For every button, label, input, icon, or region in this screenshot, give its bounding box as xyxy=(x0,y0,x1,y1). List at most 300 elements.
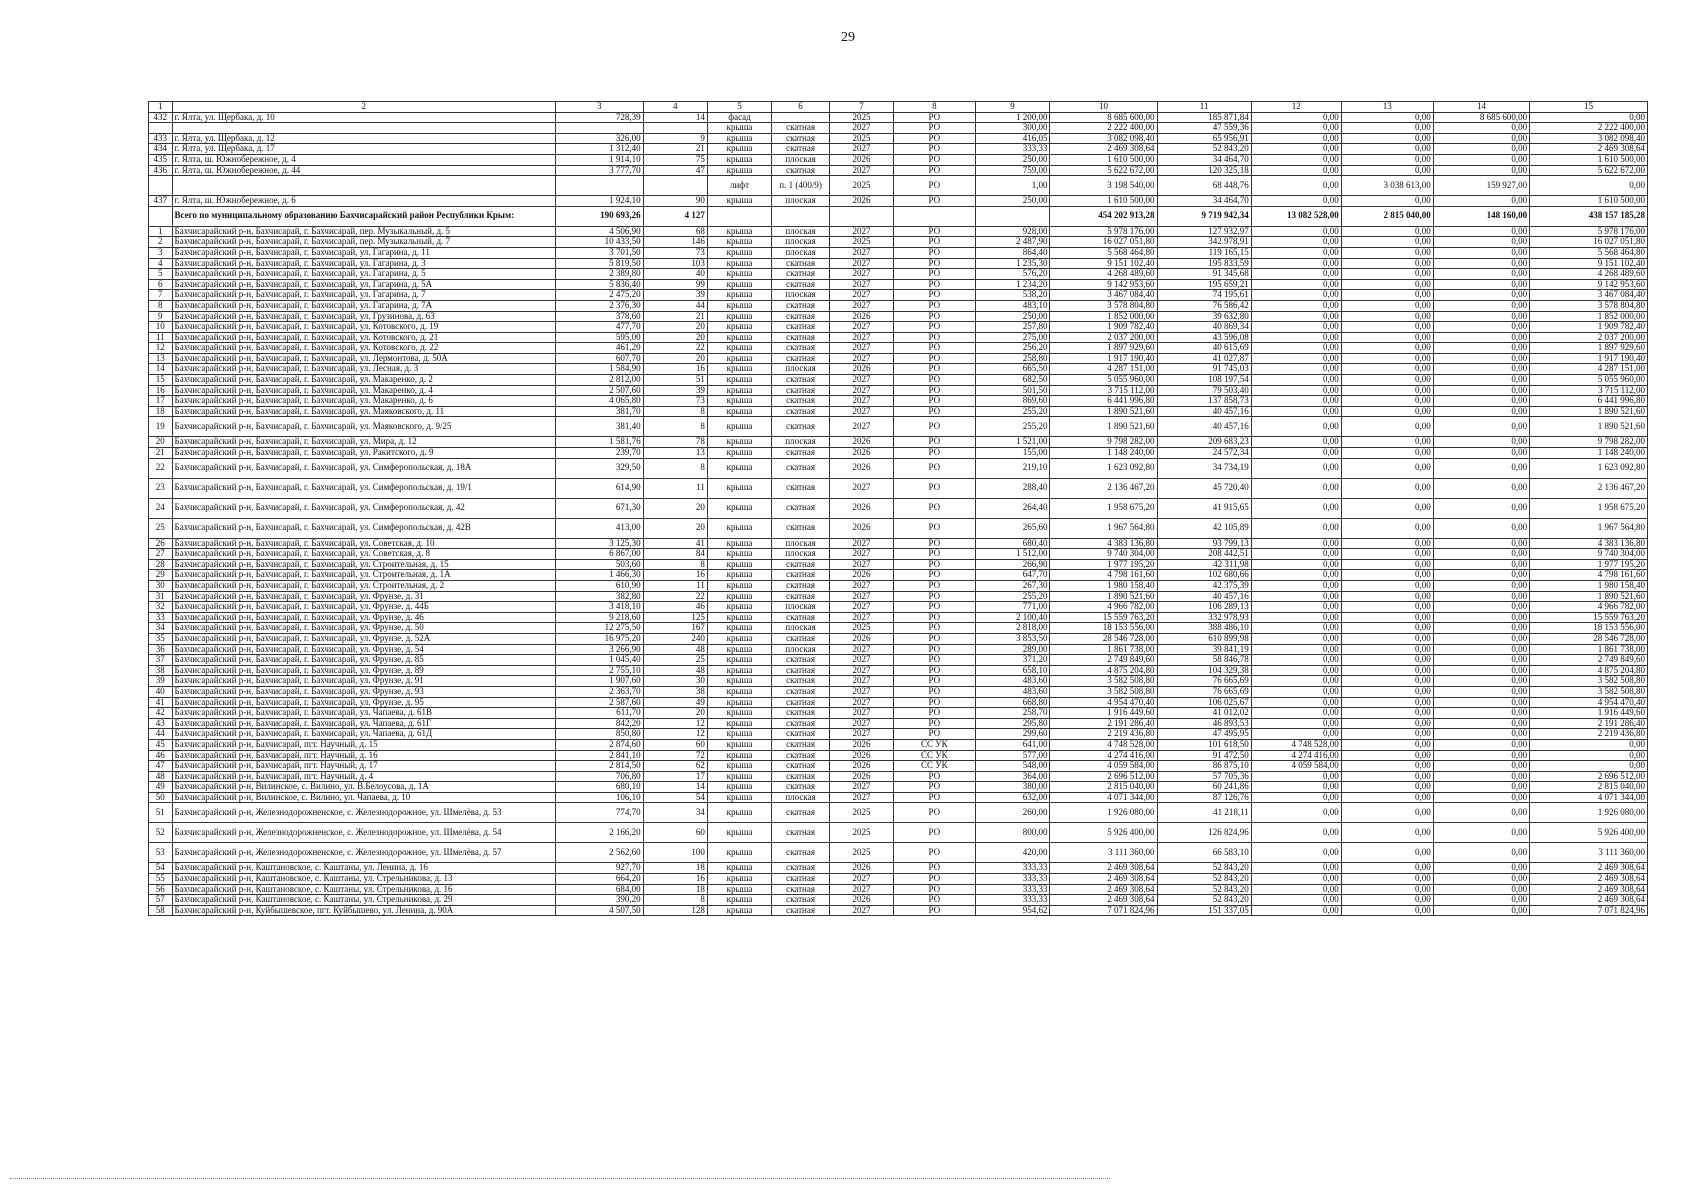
table-cell: 190 693,26 xyxy=(555,206,643,226)
table-cell: 5 622 672,00 xyxy=(1050,165,1157,176)
table-cell: 185 871,84 xyxy=(1157,112,1251,123)
table-cell: 548,00 xyxy=(975,761,1050,772)
table-cell: 1 623 092,80 xyxy=(1530,458,1648,478)
table-cell: Бахчисарайский р-н, Бахчисарай, пгт. Научный, д. 16 xyxy=(172,750,555,761)
table-row xyxy=(149,895,1648,906)
table-cell: 0,00 xyxy=(1433,226,1529,237)
table-cell: 378,60 xyxy=(555,311,643,322)
table-cell: 1 861 738,00 xyxy=(1050,644,1157,655)
table-cell: 73 xyxy=(643,396,707,407)
table-cell: крыша xyxy=(707,343,771,354)
table-cell: 503,60 xyxy=(555,559,643,570)
table-cell: 76 586,42 xyxy=(1157,300,1251,311)
table-cell: скатная xyxy=(772,458,830,478)
table-row xyxy=(149,269,1648,280)
table-row xyxy=(149,782,1648,793)
table-cell: 2027 xyxy=(829,559,893,570)
table-cell: 595,00 xyxy=(555,332,643,343)
table-cell: 8 xyxy=(643,406,707,417)
table-cell: 195 833,59 xyxy=(1157,258,1251,269)
table-cell: 43 xyxy=(149,718,173,729)
table-cell: скатная xyxy=(772,570,830,581)
table-cell: скатная xyxy=(772,518,830,538)
table-row xyxy=(149,448,1648,459)
table-cell: 2 xyxy=(149,237,173,248)
table-cell: 91 472,50 xyxy=(1157,750,1251,761)
table-cell: 771,00 xyxy=(975,602,1050,613)
table-cell: 3 038 613,00 xyxy=(1341,176,1433,196)
table-cell: скатная xyxy=(772,803,830,823)
table-cell: 2 469 308,64 xyxy=(1050,874,1157,885)
table-cell: 1 914,10 xyxy=(555,154,643,165)
table-cell: 31 xyxy=(149,591,173,602)
table-cell: 326,00 xyxy=(555,133,643,144)
table-cell: 4 954 470,40 xyxy=(1530,697,1648,708)
table-cell: 289,00 xyxy=(975,644,1050,655)
table-cell: скатная xyxy=(772,385,830,396)
table-cell: Бахчисарайский р-н, Бахчисарай, г. Бахчисарай, ул. Строительная, д. 2 xyxy=(172,581,555,592)
table-cell: скатная xyxy=(772,144,830,155)
table-cell: 2025 xyxy=(829,133,893,144)
table-cell: 19 xyxy=(149,417,173,437)
table-row xyxy=(149,549,1648,560)
table-cell: крыша xyxy=(707,863,771,874)
table-cell: 0,00 xyxy=(1530,176,1648,196)
table-cell: 0,00 xyxy=(1341,782,1433,793)
table-cell: 0,00 xyxy=(1251,874,1341,885)
table-cell xyxy=(149,123,173,134)
table-cell: 665,50 xyxy=(975,364,1050,375)
table-cell: 1 890 521,60 xyxy=(1050,417,1157,437)
table-cell: 35 xyxy=(149,633,173,644)
table-cell: 329,50 xyxy=(555,458,643,478)
table-cell: 381,70 xyxy=(555,406,643,417)
table-cell: 39 xyxy=(643,290,707,301)
table-cell: 13 xyxy=(1341,102,1433,113)
table-cell: РО xyxy=(894,905,975,916)
table-cell: скатная xyxy=(772,782,830,793)
table-cell: 2026 xyxy=(829,570,893,581)
table-cell: 0,00 xyxy=(1433,750,1529,761)
table-cell: 14 xyxy=(149,364,173,375)
table-cell: Бахчисарайский р-н, Куйбышевское, пгт. Куйбышево, ул. Ленина, д. 90А xyxy=(172,905,555,916)
table-cell: Бахчисарайский р-н, Бахчисарай, г. Бахчисарай, ул. Симферопольская, д. 19/1 xyxy=(172,478,555,498)
table-cell: 0,00 xyxy=(1433,237,1529,248)
table-cell: крыша xyxy=(707,322,771,333)
table-cell: 0,00 xyxy=(1251,623,1341,634)
table-cell: 4 966 782,00 xyxy=(1530,602,1648,613)
table-cell: Бахчисарайский р-н, Бахчисарай, г. Бахчисарай, ул. Котовского, д. 22 xyxy=(172,343,555,354)
table-cell: 416,05 xyxy=(975,133,1050,144)
table-row xyxy=(149,602,1648,613)
table-cell: скатная xyxy=(772,612,830,623)
table-cell: 0,00 xyxy=(1433,332,1529,343)
table-cell: плоская xyxy=(772,549,830,560)
table-cell: Бахчисарайский р-н, Бахчисарай, г. Бахчисарай, ул. Маяковского, д. 11 xyxy=(172,406,555,417)
table-cell: 2 219 436,80 xyxy=(1050,729,1157,740)
table-row xyxy=(149,655,1648,666)
table-cell: крыша xyxy=(707,458,771,478)
table-cell: крыша xyxy=(707,133,771,144)
table-cell: 501,50 xyxy=(975,385,1050,396)
table-cell: 2026 xyxy=(829,437,893,448)
table-cell: 1 623 092,80 xyxy=(1050,458,1157,478)
table-cell: 2027 xyxy=(829,290,893,301)
table-cell: 928,00 xyxy=(975,226,1050,237)
table-row xyxy=(149,518,1648,538)
table-cell: Бахчисарайский р-н, Бахчисарай, г. Бахчисарай, ул. Гагарина, д. 3 xyxy=(172,258,555,269)
table-cell: 14 xyxy=(643,112,707,123)
table-row xyxy=(149,823,1648,843)
table-cell: 3 853,50 xyxy=(975,633,1050,644)
table-cell: 3 111 360,00 xyxy=(1530,843,1648,863)
table-cell: РО xyxy=(894,570,975,581)
table-cell: 2026 xyxy=(829,771,893,782)
table-cell: крыша xyxy=(707,729,771,740)
table-cell: 1 852 000,00 xyxy=(1530,311,1648,322)
table-cell: 0,00 xyxy=(1341,448,1433,459)
table-cell: Бахчисарайский р-н, Бахчисарай, г. Бахчисарай, ул. Макаренко, д. 6 xyxy=(172,396,555,407)
table-cell: 0,00 xyxy=(1251,123,1341,134)
table-cell: 0,00 xyxy=(1433,803,1529,823)
table-cell: крыша xyxy=(707,602,771,613)
table-cell: 3 266,90 xyxy=(555,644,643,655)
table-cell: скатная xyxy=(772,729,830,740)
table-cell: крыша xyxy=(707,559,771,570)
table-cell: 12 xyxy=(1251,102,1341,113)
table-cell: 2027 xyxy=(829,396,893,407)
table-cell: 1 890 521,60 xyxy=(1530,406,1648,417)
table-row xyxy=(149,633,1648,644)
table-cell: 0,00 xyxy=(1433,843,1529,863)
table-cell: 333,33 xyxy=(975,144,1050,155)
table-cell: 2 191 286,40 xyxy=(1530,718,1648,729)
table-cell: 0,00 xyxy=(1251,884,1341,895)
table-cell: РО xyxy=(894,311,975,322)
table-cell: 57 705,36 xyxy=(1157,771,1251,782)
table-cell: РО xyxy=(894,602,975,613)
table-cell: 390,20 xyxy=(555,895,643,906)
table-cell: 0,00 xyxy=(1341,602,1433,613)
table-cell: крыша xyxy=(707,843,771,863)
table-cell: 2027 xyxy=(829,165,893,176)
table-cell: 0,00 xyxy=(1433,311,1529,322)
table-cell: 1 967 564,80 xyxy=(1530,518,1648,538)
table-cell: Бахчисарайский р-н, Вилинское, с. Вилино, ул. В.Белоусова, д. 1А xyxy=(172,782,555,793)
table-cell: 1 917 190,40 xyxy=(1530,353,1648,364)
table-cell: 0,00 xyxy=(1341,322,1433,333)
table-cell: 4 748 528,00 xyxy=(1251,739,1341,750)
table-cell: скатная xyxy=(772,771,830,782)
table-cell: РО xyxy=(894,322,975,333)
table-row xyxy=(149,478,1648,498)
table-cell: 2027 xyxy=(829,612,893,623)
table-cell: 2027 xyxy=(829,269,893,280)
table-cell: 34 464,70 xyxy=(1157,154,1251,165)
table-cell: 0,00 xyxy=(1433,364,1529,375)
table-cell: 2 222 400,00 xyxy=(1050,123,1157,134)
table-row xyxy=(149,612,1648,623)
table-cell: 0,00 xyxy=(1341,718,1433,729)
table-cell: 20 xyxy=(643,518,707,538)
table-cell: 3 xyxy=(149,247,173,258)
table-cell: скатная xyxy=(772,448,830,459)
table-cell: 0,00 xyxy=(1530,761,1648,772)
table-cell: РО xyxy=(894,406,975,417)
table-cell: 0,00 xyxy=(1341,396,1433,407)
table-cell: 0,00 xyxy=(1341,311,1433,322)
table-cell: 0,00 xyxy=(1433,396,1529,407)
table-cell: 3 715 112,00 xyxy=(1050,385,1157,396)
table-cell: 34 xyxy=(643,803,707,823)
table-cell: 40 xyxy=(149,686,173,697)
table-cell: 255,20 xyxy=(975,591,1050,602)
table-row xyxy=(149,196,1648,207)
table-cell: 155,00 xyxy=(975,448,1050,459)
table-cell: 8 xyxy=(643,458,707,478)
table-cell: 3 578 804,80 xyxy=(1530,300,1648,311)
table-cell: 0,00 xyxy=(1341,697,1433,708)
table-row xyxy=(149,771,1648,782)
table-cell: РО xyxy=(894,247,975,258)
table-cell: 9 142 953,60 xyxy=(1050,279,1157,290)
table-cell: скатная xyxy=(772,311,830,322)
table-cell: 8 xyxy=(149,300,173,311)
table-cell: 1 466,30 xyxy=(555,570,643,581)
table-cell: 10 xyxy=(149,322,173,333)
table-cell: РО xyxy=(894,332,975,343)
table-row xyxy=(149,396,1648,407)
table-cell: скатная xyxy=(772,884,830,895)
capital-repair-table xyxy=(148,101,1648,916)
table-cell: 209 683,23 xyxy=(1157,437,1251,448)
table-cell: крыша xyxy=(707,686,771,697)
table-cell: 4 274 416,00 xyxy=(1050,750,1157,761)
table-cell: 275,00 xyxy=(975,332,1050,343)
table-cell: 2027 xyxy=(829,406,893,417)
table-cell: 0,00 xyxy=(1251,343,1341,354)
table-cell: 3 125,30 xyxy=(555,538,643,549)
table-cell: 267,30 xyxy=(975,581,1050,592)
table-cell: скатная xyxy=(772,300,830,311)
table-row xyxy=(149,417,1648,437)
table-cell: скатная xyxy=(772,874,830,885)
table-cell: скатная xyxy=(772,655,830,666)
table-row xyxy=(149,708,1648,719)
table-cell: 842,20 xyxy=(555,718,643,729)
table-cell: 3 582 508,80 xyxy=(1050,686,1157,697)
table-cell: 265,60 xyxy=(975,518,1050,538)
table-cell: скатная xyxy=(772,258,830,269)
table-cell: 40 457,16 xyxy=(1157,406,1251,417)
table-cell: 0,00 xyxy=(1251,612,1341,623)
table-cell: 46 xyxy=(149,750,173,761)
table-cell: 2027 xyxy=(829,144,893,155)
table-cell: 86 875,10 xyxy=(1157,761,1251,772)
table-cell: Бахчисарайский р-н, Бахчисарай, г. Бахчисарай, ул. Чапаева, д. 61В xyxy=(172,708,555,719)
table-cell: СС УК xyxy=(894,761,975,772)
table-cell: 255,20 xyxy=(975,406,1050,417)
table-cell: крыша xyxy=(707,385,771,396)
table-cell: 21 xyxy=(643,311,707,322)
table-cell: 1 890 521,60 xyxy=(1050,591,1157,602)
table-cell: 3 467 084,40 xyxy=(1530,290,1648,301)
table-cell: 4 274 416,00 xyxy=(1251,750,1341,761)
table-cell: 102 680,66 xyxy=(1157,570,1251,581)
table-cell: 15 xyxy=(1530,102,1648,113)
table-cell: 0,00 xyxy=(1341,863,1433,874)
table-cell: 42 xyxy=(149,708,173,719)
table-cell: крыша xyxy=(707,581,771,592)
table-cell xyxy=(149,176,173,196)
table-cell: РО xyxy=(894,843,975,863)
table-cell: 0,00 xyxy=(1433,874,1529,885)
table-cell: 34 464,70 xyxy=(1157,196,1251,207)
table-cell: 0,00 xyxy=(1251,458,1341,478)
table-cell: 2 841,10 xyxy=(555,750,643,761)
table-cell: 2 874,60 xyxy=(555,739,643,750)
table-cell: 388 486,10 xyxy=(1157,623,1251,634)
table-cell: 148 160,00 xyxy=(1433,206,1529,226)
table-cell: 2027 xyxy=(829,874,893,885)
table-cell: 436 xyxy=(149,165,173,176)
table-cell: 0,00 xyxy=(1433,196,1529,207)
table-cell: 44 xyxy=(643,300,707,311)
table-cell: 258,70 xyxy=(975,708,1050,719)
table-cell: 6 441 996,80 xyxy=(1050,396,1157,407)
table-cell: 32 xyxy=(149,602,173,613)
table-cell: 0,00 xyxy=(1251,417,1341,437)
table-cell: Бахчисарайский р-н, Бахчисарай, г. Бахчисарай, пер. Музыкальный, д. 7 xyxy=(172,237,555,248)
table-cell: 1 917 190,40 xyxy=(1050,353,1157,364)
table-cell: 3 418,10 xyxy=(555,602,643,613)
table-cell: скатная xyxy=(772,343,830,354)
table-cell: 255,20 xyxy=(975,417,1050,437)
table-cell: РО xyxy=(894,792,975,803)
table-cell: 0,00 xyxy=(1251,823,1341,843)
table-cell: Бахчисарайский р-н, Бахчисарай, г. Бахчисарай, ул. Гагарина, д. 7А xyxy=(172,300,555,311)
table-cell: 0,00 xyxy=(1433,165,1529,176)
table-cell: 9 798 282,00 xyxy=(1530,437,1648,448)
table-cell: 1 977 195,20 xyxy=(1530,559,1648,570)
table-cell: скатная xyxy=(772,165,830,176)
table-cell: РО xyxy=(894,112,975,123)
table-cell: 51 xyxy=(643,375,707,386)
table-cell: 1 924,10 xyxy=(555,196,643,207)
table-cell: Бахчисарайский р-н, Бахчисарай, г. Бахчисарай, ул. Советская, д. 8 xyxy=(172,549,555,560)
table-cell: 20 xyxy=(643,322,707,333)
table-row xyxy=(149,874,1648,885)
table-cell: 0,00 xyxy=(1433,247,1529,258)
table-cell: крыша xyxy=(707,417,771,437)
table-cell: крыша xyxy=(707,750,771,761)
table-cell: 256,20 xyxy=(975,343,1050,354)
table-cell: 0,00 xyxy=(1251,602,1341,613)
table-cell: 4 966 782,00 xyxy=(1050,602,1157,613)
table-cell: 0,00 xyxy=(1341,591,1433,602)
table-cell: 2 xyxy=(172,102,555,113)
table-cell: 58 846,78 xyxy=(1157,655,1251,666)
table-row xyxy=(149,905,1648,916)
table-cell: 76 665,69 xyxy=(1157,686,1251,697)
table-cell: 461,20 xyxy=(555,343,643,354)
table-row xyxy=(149,332,1648,343)
table-cell: скатная xyxy=(772,396,830,407)
table-row xyxy=(149,676,1648,687)
table-cell: 9 xyxy=(975,102,1050,113)
table-cell: Бахчисарайский р-н, Бахчисарай, г. Бахчисарай, ул. Чапаева, д. 61Г xyxy=(172,718,555,729)
table-cell: 483,10 xyxy=(975,300,1050,311)
table-cell: РО xyxy=(894,226,975,237)
table-cell: крыша xyxy=(707,332,771,343)
table-cell: РО xyxy=(894,581,975,592)
table-cell: 16 027 051,80 xyxy=(1050,237,1157,248)
table-cell: 11 xyxy=(1157,102,1251,113)
table-cell: 48 xyxy=(643,665,707,676)
table-cell xyxy=(643,123,707,134)
table-cell: 0,00 xyxy=(1251,895,1341,906)
table-cell: 342 978,91 xyxy=(1157,237,1251,248)
table-cell: 3 582 508,80 xyxy=(1530,676,1648,687)
table-cell: 40 457,16 xyxy=(1157,591,1251,602)
table-cell: 0,00 xyxy=(1433,782,1529,793)
table-cell: 2027 xyxy=(829,375,893,386)
table-cell: 371,20 xyxy=(975,655,1050,666)
table-cell: РО xyxy=(894,498,975,518)
table-cell: 9 142 953,60 xyxy=(1530,279,1648,290)
table-cell: крыша xyxy=(707,761,771,772)
table-cell: Бахчисарайский р-н, Бахчисарай, г. Бахчисарай, ул. Фрунзе, д. 46 xyxy=(172,612,555,623)
table-cell: 239,70 xyxy=(555,448,643,459)
table-cell: крыша xyxy=(707,884,771,895)
table-cell: 11 xyxy=(149,332,173,343)
table-cell: 0,00 xyxy=(1341,676,1433,687)
table-cell: РО xyxy=(894,144,975,155)
table-cell: 2 812,00 xyxy=(555,375,643,386)
table-cell: 0,00 xyxy=(1341,895,1433,906)
table-cell: скатная xyxy=(772,739,830,750)
table-cell: 2 815 040,00 xyxy=(1050,782,1157,793)
table-cell: 2027 xyxy=(829,226,893,237)
table-cell: 0,00 xyxy=(1433,123,1529,134)
table-cell: 2027 xyxy=(829,478,893,498)
table-cell: 3 578 804,80 xyxy=(1050,300,1157,311)
table-cell: 3 777,70 xyxy=(555,165,643,176)
table-cell: 2026 xyxy=(829,498,893,518)
table-cell: 4 798 161,60 xyxy=(1050,570,1157,581)
table-cell: фасад xyxy=(707,112,771,123)
table-cell: 668,80 xyxy=(975,697,1050,708)
table-cell: 33 xyxy=(149,612,173,623)
table-cell: 7 071 824,96 xyxy=(1050,905,1157,916)
table-cell: 11 xyxy=(643,581,707,592)
table-cell: 2027 xyxy=(829,332,893,343)
table-cell: плоская xyxy=(772,154,830,165)
table-cell: 5 568 464,80 xyxy=(1050,247,1157,258)
table-cell: 0,00 xyxy=(1433,133,1529,144)
table-cell: крыша xyxy=(707,771,771,782)
table-cell: РО xyxy=(894,782,975,793)
table-cell: 4 071 344,00 xyxy=(1050,792,1157,803)
table-cell: 2 814,50 xyxy=(555,761,643,772)
table-cell: 0,00 xyxy=(1341,165,1433,176)
table-cell: РО xyxy=(894,823,975,843)
table-cell: 0,00 xyxy=(1341,364,1433,375)
table-cell: 13 xyxy=(149,353,173,364)
table-row xyxy=(149,133,1648,144)
table-cell: 128 xyxy=(643,905,707,916)
table-cell: 2 389,80 xyxy=(555,269,643,280)
